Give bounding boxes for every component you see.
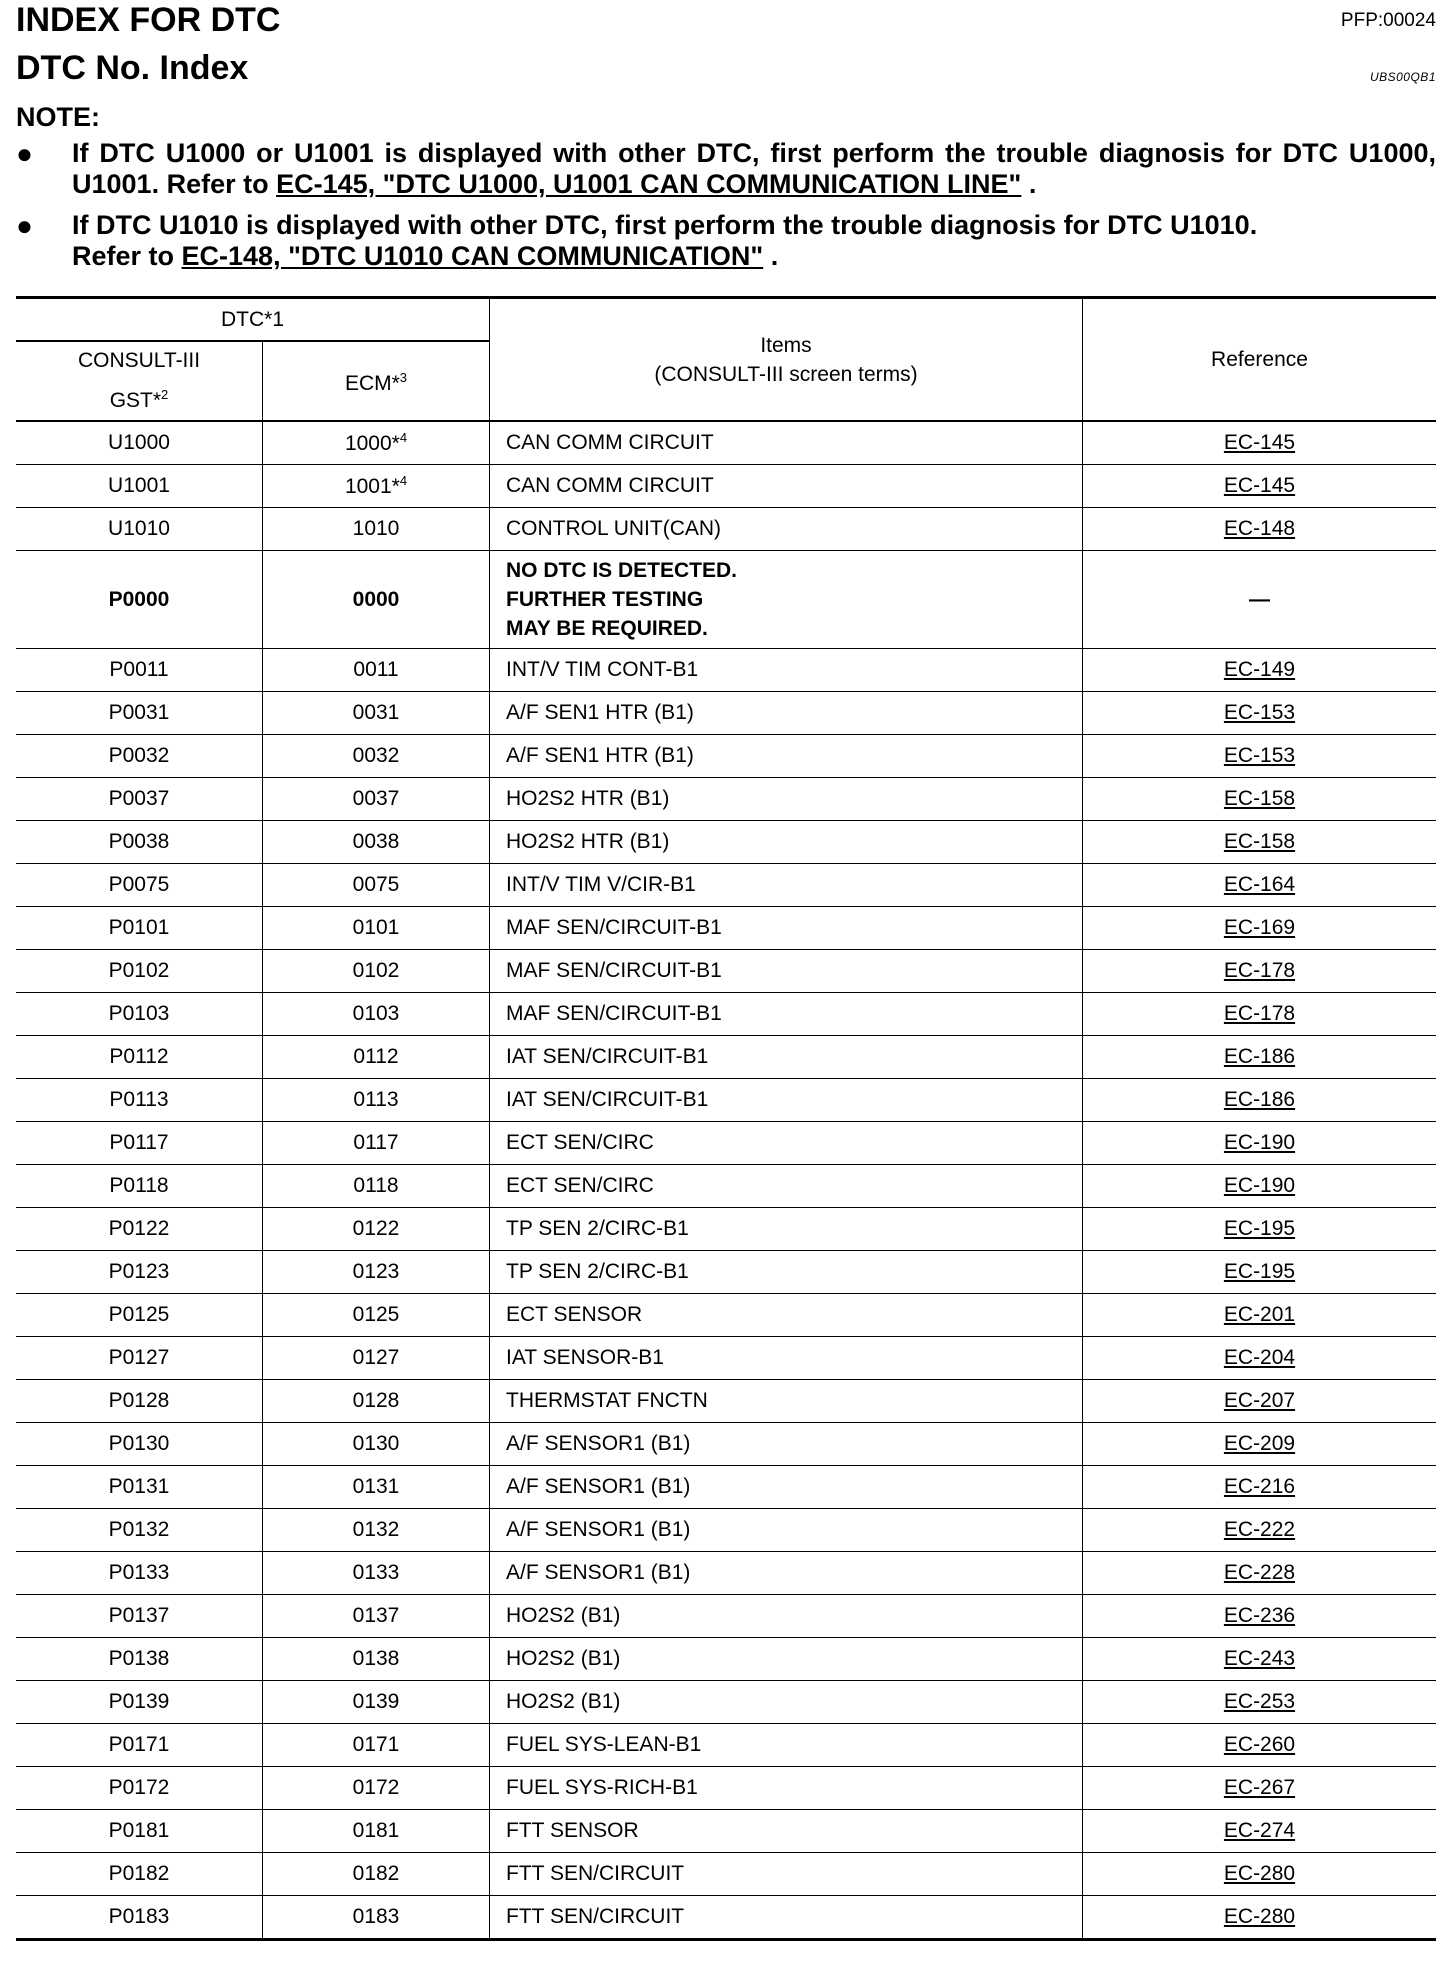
header-ecm: ECM*$^3$ — [263, 341, 490, 421]
table-row — [16, 1509, 1436, 1552]
pfp-code: PFP:00024 — [1340, 10, 1436, 31]
cell-item: A/F SENSOR1 (B1) — [490, 1466, 1083, 1509]
cell-ecm: 0011 — [263, 649, 490, 692]
cell-ecm: 0130 — [263, 1423, 490, 1466]
table-row — [16, 465, 1436, 508]
cell-consult: P0118 — [16, 1165, 263, 1208]
reference-link[interactable]: EC-145 — [1223, 431, 1296, 454]
cell-consult: P0112 — [16, 1036, 263, 1079]
cell-consult: P0130 — [16, 1423, 263, 1466]
cell-reference — [1083, 1552, 1437, 1595]
cell-consult: P0128 — [16, 1380, 263, 1423]
bullet-icon: ● — [16, 138, 33, 169]
table-row — [16, 950, 1436, 993]
cell-consult: P0137 — [16, 1595, 263, 1638]
reference-link[interactable]: EC-274 — [1223, 1819, 1296, 1842]
cell-item: CAN COMM CIRCUIT — [490, 465, 1083, 508]
reference-link: — — [1249, 587, 1270, 611]
reference-link[interactable]: EC-195 — [1223, 1217, 1296, 1240]
table-row — [16, 778, 1436, 821]
reference-link[interactable]: EC-186 — [1223, 1088, 1296, 1111]
table-row — [16, 1853, 1436, 1896]
table-row — [16, 1079, 1436, 1122]
cell-consult: P0182 — [16, 1853, 263, 1896]
cell-ecm: 1010 — [263, 508, 490, 551]
table-row — [16, 508, 1436, 551]
cell-ecm: 0112 — [263, 1036, 490, 1079]
title-row — [16, 0, 1436, 46]
cell-item: HO2S2 HTR (B1) — [490, 821, 1083, 864]
reference-link[interactable]: EC-253 — [1223, 1690, 1296, 1713]
reference-link[interactable]: EC-209 — [1223, 1432, 1296, 1455]
cell-item: IAT SEN/CIRCUIT-B1 — [490, 1036, 1083, 1079]
table-row — [16, 1638, 1436, 1681]
cell-ecm: 0113 — [263, 1079, 490, 1122]
cell-ecm: 0182 — [263, 1853, 490, 1896]
cell-reference — [1083, 1810, 1437, 1853]
cell-ecm: 0123 — [263, 1251, 490, 1294]
cell-consult: P0183 — [16, 1896, 263, 1940]
table-row — [16, 551, 1436, 649]
cell-ecm: 0118 — [263, 1165, 490, 1208]
cell-consult: P0139 — [16, 1681, 263, 1724]
reference-link[interactable]: EC-153 — [1223, 744, 1296, 767]
cell-reference — [1083, 864, 1437, 907]
cell-item: ECT SEN/CIRC — [490, 1122, 1083, 1165]
table-row — [16, 1251, 1436, 1294]
cell-consult: P0117 — [16, 1122, 263, 1165]
reference-link[interactable]: EC-190 — [1223, 1174, 1296, 1197]
cell-reference — [1083, 1896, 1437, 1940]
note-bullet-2 — [16, 210, 1436, 272]
table-row — [16, 993, 1436, 1036]
table-row — [16, 1337, 1436, 1380]
cell-ecm: 0183 — [263, 1896, 490, 1940]
reference-link[interactable]: EC-164 — [1223, 873, 1296, 896]
cell-item: TP SEN 2/CIRC-B1 — [490, 1208, 1083, 1251]
ref-link-ec-145[interactable]: EC-145, "DTC U1000, U1001 CAN COMMUNICATION LINE" — [276, 169, 1022, 199]
cell-ecm: 1000*$^4$ — [263, 421, 490, 465]
header-items: Items (CONSULT-III screen terms) — [490, 298, 1083, 422]
cell-reference — [1083, 1208, 1437, 1251]
reference-link[interactable]: EC-260 — [1223, 1733, 1296, 1756]
cell-reference — [1083, 1767, 1437, 1810]
cell-item: THERMSTAT FNCTN — [490, 1380, 1083, 1423]
cell-item: INT/V TIM V/CIR-B1 — [490, 864, 1083, 907]
cell-item: FUEL SYS-RICH-B1 — [490, 1767, 1083, 1810]
cell-reference — [1083, 1380, 1437, 1423]
cell-consult: U1001 — [16, 465, 263, 508]
cell-item: INT/V TIM CONT-B1 — [490, 649, 1083, 692]
cell-item: MAF SEN/CIRCUIT-B1 — [490, 950, 1083, 993]
cell-ecm: 0138 — [263, 1638, 490, 1681]
cell-reference — [1083, 1724, 1437, 1767]
cell-ecm: 0122 — [263, 1208, 490, 1251]
cell-consult: P0172 — [16, 1767, 263, 1810]
table-row — [16, 1552, 1436, 1595]
reference-link[interactable]: EC-169 — [1223, 916, 1296, 939]
table-row — [16, 1208, 1436, 1251]
cell-ecm: 0103 — [263, 993, 490, 1036]
table-row — [16, 1896, 1436, 1940]
cell-ecm: 0171 — [263, 1724, 490, 1767]
table-row — [16, 1165, 1436, 1208]
table-row — [16, 649, 1436, 692]
cell-reference — [1083, 508, 1437, 551]
cell-consult: P0123 — [16, 1251, 263, 1294]
cell-reference — [1083, 1294, 1437, 1337]
table-row — [16, 1423, 1436, 1466]
cell-reference — [1083, 1595, 1437, 1638]
cell-consult: P0037 — [16, 778, 263, 821]
cell-ecm: 0117 — [263, 1122, 490, 1165]
note-bullet-2-text: If DTC U1010 is displayed with other DTC, first perform the trouble diagnosis for DTC U1010. Refer to EC-148, "DTC U1010 CAN COMMUNICATION" . — [72, 210, 1258, 271]
cell-reference — [1083, 465, 1437, 508]
cell-consult: P0011 — [16, 649, 263, 692]
table-row — [16, 1122, 1436, 1165]
cell-ecm: 0128 — [263, 1380, 490, 1423]
table-row — [16, 1767, 1436, 1810]
cell-consult: P0000 — [16, 551, 263, 649]
page-title: INDEX FOR DTC — [16, 1, 281, 39]
cell-item: ECT SEN/CIRC — [490, 1165, 1083, 1208]
cell-item: NO DTC IS DETECTED. FURTHER TESTING MAY BE REQUIRED. — [490, 551, 1083, 649]
note-bullet-1-text: If DTC U1000 or U1001 is displayed with other DTC, first perform the trouble diagnosis for DTC U1000, U1001. Refer to EC-145, "DTC U1000, U1001 CAN COMMUNICATION LINE" . — [72, 138, 1436, 199]
reference-link[interactable]: EC-236 — [1223, 1604, 1296, 1627]
cell-item: HO2S2 (B1) — [490, 1681, 1083, 1724]
cell-item: A/F SENSOR1 (B1) — [490, 1509, 1083, 1552]
cell-item: A/F SEN1 HTR (B1) — [490, 735, 1083, 778]
cell-ecm: 0139 — [263, 1681, 490, 1724]
cell-consult: P0038 — [16, 821, 263, 864]
table-row — [16, 1294, 1436, 1337]
reference-link[interactable]: EC-148 — [1223, 517, 1296, 540]
cell-item: CAN COMM CIRCUIT — [490, 421, 1083, 465]
reference-link[interactable]: EC-178 — [1223, 1002, 1296, 1025]
table-row — [16, 907, 1436, 950]
cell-ecm: 0037 — [263, 778, 490, 821]
reference-link[interactable]: EC-195 — [1223, 1260, 1296, 1283]
cell-consult: P0133 — [16, 1552, 263, 1595]
cell-reference — [1083, 1681, 1437, 1724]
cell-ecm: 0075 — [263, 864, 490, 907]
cell-item: FTT SENSOR — [490, 1810, 1083, 1853]
cell-item: FTT SEN/CIRCUIT — [490, 1853, 1083, 1896]
cell-reference — [1083, 551, 1437, 649]
cell-reference — [1083, 1509, 1437, 1552]
cell-item: FTT SEN/CIRCUIT — [490, 1896, 1083, 1940]
page — [16, 0, 1436, 272]
cell-reference — [1083, 1251, 1437, 1294]
cell-reference — [1083, 1122, 1437, 1165]
cell-reference — [1083, 1423, 1437, 1466]
reference-link[interactable]: EC-145 — [1223, 474, 1296, 497]
cell-item: ECT SENSOR — [490, 1294, 1083, 1337]
reference-link[interactable]: EC-178 — [1223, 959, 1296, 982]
table-header-row — [16, 298, 1436, 342]
cell-consult: P0075 — [16, 864, 263, 907]
cell-reference — [1083, 993, 1437, 1036]
cell-ecm: 0102 — [263, 950, 490, 993]
table-row — [16, 692, 1436, 735]
bullet-icon: ● — [16, 210, 33, 241]
reference-link[interactable]: EC-280 — [1223, 1862, 1296, 1885]
cell-ecm: 0038 — [263, 821, 490, 864]
cell-item: MAF SEN/CIRCUIT-B1 — [490, 993, 1083, 1036]
reference-link[interactable]: EC-207 — [1223, 1389, 1296, 1412]
cell-ecm: 0000 — [263, 551, 490, 649]
cell-ecm: 0032 — [263, 735, 490, 778]
table-row — [16, 1724, 1436, 1767]
reference-link[interactable]: EC-216 — [1223, 1475, 1296, 1498]
reference-link[interactable]: EC-158 — [1223, 787, 1296, 810]
section-code: UBS00QB1 — [1369, 70, 1436, 84]
cell-reference — [1083, 735, 1437, 778]
cell-reference — [1083, 778, 1437, 821]
reference-link[interactable]: EC-201 — [1223, 1303, 1296, 1326]
cell-ecm: 0125 — [263, 1294, 490, 1337]
cell-reference — [1083, 1337, 1437, 1380]
cell-ecm: 0137 — [263, 1595, 490, 1638]
cell-item: IAT SENSOR-B1 — [490, 1337, 1083, 1380]
table-row — [16, 821, 1436, 864]
cell-reference — [1083, 692, 1437, 735]
table-row — [16, 864, 1436, 907]
cell-reference — [1083, 950, 1437, 993]
cell-item: TP SEN 2/CIRC-B1 — [490, 1251, 1083, 1294]
header-consult: CONSULT-III GST*$^2$ — [16, 341, 263, 421]
cell-ecm: 0127 — [263, 1337, 490, 1380]
reference-link[interactable]: EC-158 — [1223, 830, 1296, 853]
cell-reference — [1083, 1638, 1437, 1681]
cell-item: HO2S2 (B1) — [490, 1638, 1083, 1681]
dtc-index-table — [16, 296, 1436, 1941]
reference-link[interactable]: EC-190 — [1223, 1131, 1296, 1154]
cell-consult: P0125 — [16, 1294, 263, 1337]
reference-link[interactable]: EC-186 — [1223, 1045, 1296, 1068]
cell-reference — [1083, 1466, 1437, 1509]
cell-item: A/F SENSOR1 (B1) — [490, 1552, 1083, 1595]
cell-reference — [1083, 649, 1437, 692]
cell-item: MAF SEN/CIRCUIT-B1 — [490, 907, 1083, 950]
table-body — [16, 421, 1436, 1940]
cell-item: A/F SENSOR1 (B1) — [490, 1423, 1083, 1466]
reference-link[interactable]: EC-153 — [1223, 701, 1296, 724]
cell-consult: P0138 — [16, 1638, 263, 1681]
cell-item: FUEL SYS-LEAN-B1 — [490, 1724, 1083, 1767]
cell-consult: P0131 — [16, 1466, 263, 1509]
cell-reference — [1083, 907, 1437, 950]
reference-link[interactable]: EC-280 — [1223, 1905, 1296, 1928]
cell-consult: P0127 — [16, 1337, 263, 1380]
reference-link[interactable]: EC-222 — [1223, 1518, 1296, 1541]
table-row — [16, 421, 1436, 465]
cell-ecm: 0131 — [263, 1466, 490, 1509]
cell-item: HO2S2 (B1) — [490, 1595, 1083, 1638]
table-row — [16, 1466, 1436, 1509]
cell-item: IAT SEN/CIRCUIT-B1 — [490, 1079, 1083, 1122]
cell-consult: P0122 — [16, 1208, 263, 1251]
cell-consult: P0101 — [16, 907, 263, 950]
cell-consult: P0102 — [16, 950, 263, 993]
cell-reference — [1083, 1853, 1437, 1896]
subtitle-row — [16, 46, 1436, 94]
cell-ecm: 0133 — [263, 1552, 490, 1595]
section-title: DTC No. Index — [16, 49, 249, 87]
cell-reference — [1083, 821, 1437, 864]
reference-link[interactable]: EC-149 — [1223, 658, 1296, 681]
cell-reference — [1083, 1165, 1437, 1208]
cell-ecm: 0031 — [263, 692, 490, 735]
cell-consult: U1000 — [16, 421, 263, 465]
table-row — [16, 1810, 1436, 1853]
cell-consult: P0181 — [16, 1810, 263, 1853]
ref-link-ec-148[interactable]: EC-148, "DTC U1010 CAN COMMUNICATION" — [181, 241, 764, 271]
cell-ecm: 0172 — [263, 1767, 490, 1810]
table-row — [16, 1380, 1436, 1423]
table-row — [16, 1595, 1436, 1638]
cell-consult: P0103 — [16, 993, 263, 1036]
cell-item: A/F SEN1 HTR (B1) — [490, 692, 1083, 735]
cell-consult: P0113 — [16, 1079, 263, 1122]
reference-link[interactable]: EC-267 — [1223, 1776, 1296, 1799]
cell-item: HO2S2 HTR (B1) — [490, 778, 1083, 821]
cell-ecm: 0132 — [263, 1509, 490, 1552]
cell-consult: U1010 — [16, 508, 263, 551]
cell-ecm: 1001*$^4$ — [263, 465, 490, 508]
reference-link[interactable]: EC-243 — [1223, 1647, 1296, 1670]
table-row — [16, 1036, 1436, 1079]
table-row — [16, 1681, 1436, 1724]
cell-reference — [1083, 1036, 1437, 1079]
header-dtc: DTC*1 — [16, 298, 490, 342]
cell-reference — [1083, 1079, 1437, 1122]
cell-reference — [1083, 421, 1437, 465]
cell-ecm: 0101 — [263, 907, 490, 950]
table-row — [16, 735, 1436, 778]
reference-link[interactable]: EC-228 — [1223, 1561, 1296, 1584]
cell-item: CONTROL UNIT(CAN) — [490, 508, 1083, 551]
cell-consult: P0031 — [16, 692, 263, 735]
cell-consult: P0132 — [16, 1509, 263, 1552]
cell-consult: P0032 — [16, 735, 263, 778]
note-label: NOTE: — [16, 102, 100, 132]
reference-link[interactable]: EC-204 — [1223, 1346, 1296, 1369]
cell-ecm: 0181 — [263, 1810, 490, 1853]
header-reference: Reference — [1083, 298, 1437, 422]
cell-consult: P0171 — [16, 1724, 263, 1767]
note-bullet-1 — [16, 138, 1436, 200]
